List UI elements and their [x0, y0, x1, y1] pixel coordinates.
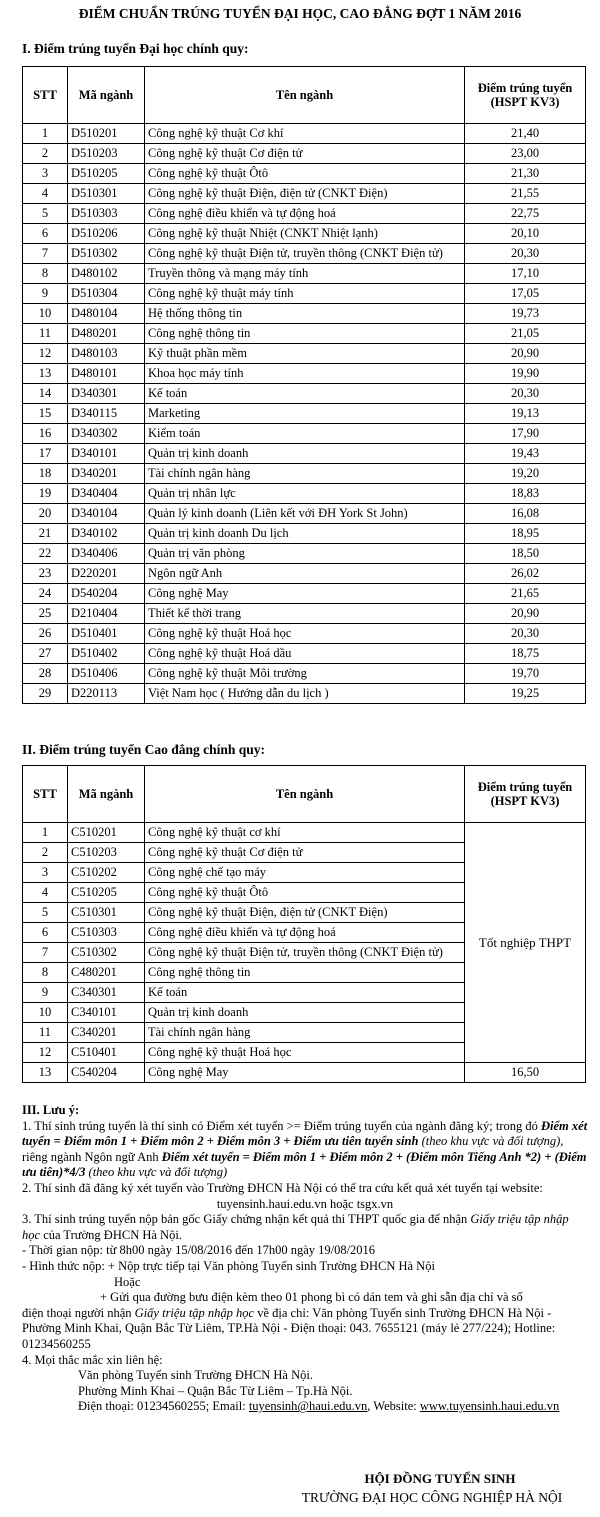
- row-ma-nganh: C340301: [68, 983, 145, 1003]
- row-ma-nganh: C510401: [68, 1043, 145, 1063]
- table-row: [23, 164, 586, 184]
- row-ten-nganh: Công nghệ kỹ thuật Điện tử, truyền thông (CNKT Điện tử): [145, 943, 465, 963]
- row-diem: 20,30: [465, 244, 586, 264]
- row-stt: 15: [23, 404, 68, 424]
- row-ten-nganh: Tài chính ngân hàng: [145, 1023, 465, 1043]
- row-ma-nganh: C340101: [68, 1003, 145, 1023]
- table-row: [23, 404, 586, 424]
- row-ma-nganh: D340302: [68, 424, 145, 444]
- row-stt: 9: [23, 983, 68, 1003]
- row-ma-nganh: D480102: [68, 264, 145, 284]
- table-row: [23, 604, 586, 624]
- table-row: [23, 484, 586, 504]
- row-stt: 2: [23, 144, 68, 164]
- row-stt: 26: [23, 624, 68, 644]
- row-diem: 16,08: [465, 504, 586, 524]
- row-stt: 4: [23, 184, 68, 204]
- row-ten-nganh: Công nghệ kỹ thuật Cơ khí: [145, 124, 465, 144]
- header-ten-nganh: Tên ngành: [145, 766, 465, 823]
- table-row: [23, 224, 586, 244]
- table-row: [23, 444, 586, 464]
- row-diem: 21,55: [465, 184, 586, 204]
- header-diem: [465, 67, 586, 124]
- row-stt: 1: [23, 823, 68, 843]
- row-stt: 9: [23, 284, 68, 304]
- row-ma-nganh: D510205: [68, 164, 145, 184]
- row-ten-nganh: Công nghệ kỹ thuật Nhiệt (CNKT Nhiệt lạnh): [145, 224, 465, 244]
- row-ten-nganh: Kỹ thuật phần mềm: [145, 344, 465, 364]
- row-ma-nganh: C510202: [68, 863, 145, 883]
- row-diem: 19,13: [465, 404, 586, 424]
- row-ma-nganh: D540204: [68, 584, 145, 604]
- header-ma-nganh: Mã ngành: [68, 67, 145, 124]
- contact-address: Phường Minh Khai – Quận Bắc Từ Liêm – Tp.Hà Nội.: [78, 1383, 353, 1398]
- contact-office: Văn phòng Tuyển sinh Trường ĐHCN Hà Nội.: [78, 1368, 313, 1383]
- table-row: [23, 264, 586, 284]
- row-ma-nganh: D480101: [68, 364, 145, 384]
- row-ten-nganh: Công nghệ thông tin: [145, 324, 465, 344]
- row-ten-nganh: Công nghệ kỹ thuật Điện, điện tử (CNKT Điện): [145, 184, 465, 204]
- row-ten-nganh: Công nghệ chế tạo máy: [145, 863, 465, 883]
- row-ma-nganh: C510302: [68, 943, 145, 963]
- contact-phone: [22, 1399, 588, 1415]
- row-ten-nganh: Quản trị kinh doanh Du lịch: [145, 524, 465, 544]
- header-diem: [465, 766, 586, 823]
- header-diem-note: (HSPT KV3): [490, 794, 560, 808]
- row-ma-nganh: C510201: [68, 823, 145, 843]
- row-ma-nganh: D340102: [68, 524, 145, 544]
- row-ma-nganh: D340301: [68, 384, 145, 404]
- row-ma-nganh: D210404: [68, 604, 145, 624]
- notes-heading: III. Lưu ý:: [22, 1103, 80, 1117]
- header-diem-label: Điểm trúng tuyển: [477, 780, 573, 794]
- row-ma-nganh: C510203: [68, 843, 145, 863]
- signature-council: HỘI ĐỒNG TUYỂN SINH: [364, 1471, 516, 1486]
- table-row: [23, 1063, 586, 1083]
- header-ma-nganh: Mã ngành: [68, 766, 145, 823]
- row-diem: 21,40: [465, 124, 586, 144]
- row-ma-nganh: D340104: [68, 504, 145, 524]
- row-ten-nganh: Công nghệ kỹ thuật Hoá dầu: [145, 644, 465, 664]
- table-row: [23, 464, 586, 484]
- row-ma-nganh: C510205: [68, 883, 145, 903]
- row-diem: 19,73: [465, 304, 586, 324]
- row-ten-nganh: Công nghệ kỹ thuật Môi trường: [145, 664, 465, 684]
- row-diem: 26,02: [465, 564, 586, 584]
- row-ten-nganh: Công nghệ kỹ thuật Điện, điện tử (CNKT Điện): [145, 903, 465, 923]
- row-ten-nganh: Tài chính ngân hàng: [145, 464, 465, 484]
- row-ten-nganh: Quản lý kinh doanh (Liên kết với ĐH York St John): [145, 504, 465, 524]
- row-stt: 11: [23, 324, 68, 344]
- header-stt: STT: [23, 766, 68, 823]
- row-diem: 22,75: [465, 204, 586, 224]
- note-1-formula: Điểm xét tuyển = Điểm môn 1 + Điểm môn 2 + Điểm môn 3 + Điểm ưu tiên tuyển sinh: [22, 1118, 588, 1149]
- row-diem: 18,75: [465, 644, 586, 664]
- row-diem: 19,20: [465, 464, 586, 484]
- college-scores-table: [22, 765, 586, 1083]
- row-ten-nganh: Công nghệ kỹ thuật máy tính: [145, 284, 465, 304]
- note-or: Hoặc: [114, 1274, 141, 1289]
- row-stt: 28: [23, 664, 68, 684]
- row-ma-nganh: D340115: [68, 404, 145, 424]
- row-ten-nganh: Công nghệ kỹ thuật Cơ điện tử: [145, 144, 465, 164]
- row-stt: 11: [23, 1023, 68, 1043]
- row-stt: 29: [23, 684, 68, 704]
- note-mail-document: Giấy triệu tập nhập học: [134, 1305, 255, 1320]
- row-ma-nganh: D340404: [68, 484, 145, 504]
- row-stt: 24: [23, 584, 68, 604]
- table-header-row: [23, 766, 586, 823]
- contact-website-link[interactable]: www.tuyensinh.haui.edu.vn: [419, 1399, 560, 1414]
- note-mail-address: về địa chỉ: Văn phòng Tuyển sinh Trường ĐHCN Hà Nội - Phường Minh Khai, Quận Bắc Từ Liêm, TP.Hà Nội - Điện thoại: 043. 7655121 (máy lẻ 277/224); Hotline: 01234560255: [22, 1305, 556, 1351]
- table-row: [23, 124, 586, 144]
- row-ma-nganh: D510201: [68, 124, 145, 144]
- row-diem: 23,00: [465, 144, 586, 164]
- row-stt: 17: [23, 444, 68, 464]
- table-row: [23, 244, 586, 264]
- row-stt: 10: [23, 304, 68, 324]
- row-ten-nganh: Công nghệ điều khiển và tự động hoá: [145, 204, 465, 224]
- row-ma-nganh: C510301: [68, 903, 145, 923]
- row-ma-nganh: D510203: [68, 144, 145, 164]
- note-3-text: 3. Thí sinh trúng tuyển nộp bản gốc Giấy chứng nhận kết quả thi THPT quốc gia để nhận: [22, 1212, 468, 1227]
- section1-heading: I. Điểm trúng tuyển Đại học chính quy:: [22, 41, 249, 56]
- table-row: [23, 324, 586, 344]
- row-ten-nganh: Công nghệ kỹ thuật Cơ điện tử: [145, 843, 465, 863]
- row-diem: 18,83: [465, 484, 586, 504]
- note-mail: + Gửi qua đường bưu điện kèm theo 01 phong bì có dán tem và ghi sẵn địa chỉ và số: [100, 1290, 523, 1305]
- row-diem: 20,90: [465, 344, 586, 364]
- row-diem: 19,90: [465, 364, 586, 384]
- row-diem: 19,25: [465, 684, 586, 704]
- row-ten-nganh: Công nghệ kỹ thuật Ôtô: [145, 164, 465, 184]
- note-1-english-formula: Điểm xét tuyển = Điểm môn 1 + Điểm môn 2 + (Điểm môn Tiếng Anh *2) + (Điểm ưu tiên)*4/3: [22, 1149, 587, 1180]
- college-table-body: [23, 823, 586, 1083]
- note-1-english-note: (theo khu vực và đối tượng): [88, 1165, 228, 1180]
- row-ten-nganh: Khoa học máy tính: [145, 364, 465, 384]
- row-ma-nganh: C480201: [68, 963, 145, 983]
- row-diem: 19,43: [465, 444, 586, 464]
- row-ten-nganh: Công nghệ kỹ thuật Hoá học: [145, 1043, 465, 1063]
- table-row: [23, 304, 586, 324]
- table-row: [23, 204, 586, 224]
- contact-email-link[interactable]: tuyensinh@haui.edu.vn: [248, 1399, 368, 1414]
- row-ma-nganh: C340201: [68, 1023, 145, 1043]
- row-ma-nganh: D340406: [68, 544, 145, 564]
- note-3-school: của Trường ĐHCN Hà Nội.: [43, 1227, 182, 1242]
- row-stt: 7: [23, 244, 68, 264]
- row-stt: 8: [23, 264, 68, 284]
- row-ten-nganh: Việt Nam học ( Hướng dẫn du lịch ): [145, 684, 465, 704]
- document-title: ĐIỂM CHUẨN TRÚNG TUYỂN ĐẠI HỌC, CAO ĐẲNG ĐỢT 1 NĂM 2016: [78, 6, 522, 21]
- row-ma-nganh: D510402: [68, 644, 145, 664]
- row-stt: 6: [23, 923, 68, 943]
- table-row: [23, 684, 586, 704]
- row-ten-nganh: Công nghệ May: [145, 1063, 465, 1083]
- row-ten-nganh: Kiểm toán: [145, 424, 465, 444]
- table-row: [23, 424, 586, 444]
- table-row: [23, 823, 586, 843]
- table-row: [23, 564, 586, 584]
- contact-phone-text: Điện thoại: 01234560255; Email:: [78, 1399, 246, 1414]
- row-stt: 23: [23, 564, 68, 584]
- row-ma-nganh: D510304: [68, 284, 145, 304]
- row-ma-nganh: D510301: [68, 184, 145, 204]
- note-2: 2. Thí sinh đã đăng ký xét tuyển vào Trường ĐHCN Hà Nội có thể tra cứu kết quả xét tuyển tại website:: [22, 1180, 543, 1195]
- row-ten-nganh: Quản trị văn phòng: [145, 544, 465, 564]
- row-stt: 1: [23, 124, 68, 144]
- row-ten-nganh: Thiết kế thời trang: [145, 604, 465, 624]
- table-row: [23, 524, 586, 544]
- row-stt: 22: [23, 544, 68, 564]
- table-row: [23, 184, 586, 204]
- table-row: [23, 644, 586, 664]
- university-table-body: [23, 124, 586, 704]
- contact-website-label: , Website:: [367, 1399, 417, 1414]
- row-ten-nganh: Ngôn ngữ Anh: [145, 564, 465, 584]
- row-ten-nganh: Marketing: [145, 404, 465, 424]
- note-1-english-text: , riêng ngành Ngôn ngữ Anh: [22, 1134, 564, 1164]
- row-ma-nganh: D220201: [68, 564, 145, 584]
- row-stt: 14: [23, 384, 68, 404]
- row-stt: 12: [23, 344, 68, 364]
- row-stt: 19: [23, 484, 68, 504]
- row-stt: 8: [23, 963, 68, 983]
- row-diem: 20,30: [465, 624, 586, 644]
- row-diem: 20,10: [465, 224, 586, 244]
- row-diem: 17,10: [465, 264, 586, 284]
- row-ma-nganh: D510302: [68, 244, 145, 264]
- note-submit-form: - Hình thức nộp: + Nộp trực tiếp tại Văn phòng Tuyển sinh Trường ĐHCN Hà Nội: [22, 1258, 435, 1273]
- signature-university: TRƯỜNG ĐẠI HỌC CÔNG NGHIỆP HÀ NỘI: [301, 1490, 563, 1505]
- row-ma-nganh: D510206: [68, 224, 145, 244]
- header-ten-nganh: Tên ngành: [145, 67, 465, 124]
- row-ma-nganh: D480103: [68, 344, 145, 364]
- row-diem: 17,05: [465, 284, 586, 304]
- row-diem: 21,30: [465, 164, 586, 184]
- table-row: [23, 144, 586, 164]
- note-4: 4. Mọi thắc mắc xin liên hệ:: [22, 1352, 163, 1367]
- row-stt: 12: [23, 1043, 68, 1063]
- row-ten-nganh: Công nghệ kỹ thuật Ôtô: [145, 883, 465, 903]
- row-ma-nganh: D510303: [68, 204, 145, 224]
- row-ten-nganh: Quản trị nhân lực: [145, 484, 465, 504]
- note-1-text: 1. Thí sinh trúng tuyển là thí sinh có Điểm xét tuyển >= Điểm trúng tuyển của ngành đăng ký; trong đó: [22, 1118, 538, 1133]
- row-ma-nganh: D480201: [68, 324, 145, 344]
- row-ten-nganh: Công nghệ kỹ thuật Điện tử, truyền thông (CNKT Điện tử): [145, 244, 465, 264]
- row-ten-nganh: Công nghệ điều khiển và tự động hoá: [145, 923, 465, 943]
- row-diem: 20,30: [465, 384, 586, 404]
- row-ten-nganh: Công nghệ thông tin: [145, 963, 465, 983]
- table-row: [23, 584, 586, 604]
- row-ten-nganh: Công nghệ kỹ thuật Hoá học: [145, 624, 465, 644]
- row-ma-nganh: D510401: [68, 624, 145, 644]
- row-ten-nganh: Công nghệ May: [145, 584, 465, 604]
- note-mail-cont: [22, 1306, 588, 1353]
- table-row: [23, 344, 586, 364]
- header-diem-note: (HSPT KV3): [490, 95, 560, 109]
- section2-heading: II. Điểm trúng tuyển Cao đẳng chính quy:: [22, 742, 266, 757]
- row-diem: 18,50: [465, 544, 586, 564]
- row-stt: 21: [23, 524, 68, 544]
- row-ten-nganh: Hệ thống thông tin: [145, 304, 465, 324]
- note-1: [22, 1119, 588, 1181]
- table-row: [23, 544, 586, 564]
- table-row: [23, 664, 586, 684]
- row-diem: 16,50: [465, 1063, 586, 1083]
- row-stt: 27: [23, 644, 68, 664]
- row-stt: 13: [23, 364, 68, 384]
- row-ten-nganh: Quản trị kinh doanh: [145, 1003, 465, 1023]
- row-stt: 10: [23, 1003, 68, 1023]
- row-ma-nganh: D480104: [68, 304, 145, 324]
- table-row: [23, 624, 586, 644]
- university-scores-table: [22, 66, 586, 704]
- table-row: [23, 364, 586, 384]
- row-ma-nganh: D510406: [68, 664, 145, 684]
- header-diem-label: Điểm trúng tuyển: [477, 81, 573, 95]
- row-stt: 6: [23, 224, 68, 244]
- header-stt: STT: [23, 67, 68, 124]
- row-ma-nganh: D340101: [68, 444, 145, 464]
- row-stt: 5: [23, 903, 68, 923]
- row-diem: 20,90: [465, 604, 586, 624]
- row-stt: 25: [23, 604, 68, 624]
- row-ma-nganh: D220113: [68, 684, 145, 704]
- row-stt: 3: [23, 164, 68, 184]
- row-stt: 18: [23, 464, 68, 484]
- note-mail-recipient: điện thoại người nhận: [22, 1305, 132, 1320]
- row-diem: 21,05: [465, 324, 586, 344]
- note-2-websites: tuyensinh.haui.edu.vn hoặc tsgx.vn: [216, 1196, 394, 1211]
- row-stt: 7: [23, 943, 68, 963]
- table-row: [23, 284, 586, 304]
- row-diem: 18,95: [465, 524, 586, 544]
- row-stt: 16: [23, 424, 68, 444]
- note-1-formula-note: (theo khu vực và đối tượng): [421, 1134, 561, 1149]
- table-header-row: [23, 67, 586, 124]
- row-ten-nganh: Kế toán: [145, 983, 465, 1003]
- row-ma-nganh: C510303: [68, 923, 145, 943]
- note-3-document: Giấy triệu tập nhập học: [22, 1212, 569, 1242]
- note-3: [22, 1212, 588, 1243]
- row-ten-nganh: Truyền thông và mạng máy tính: [145, 264, 465, 284]
- merged-diem: Tốt nghiệp THPT: [465, 823, 586, 1063]
- row-stt: 5: [23, 204, 68, 224]
- row-stt: 4: [23, 883, 68, 903]
- row-stt: 13: [23, 1063, 68, 1083]
- row-ten-nganh: Công nghệ kỹ thuật cơ khí: [145, 823, 465, 843]
- notes-section: [22, 1103, 588, 1415]
- row-diem: 21,65: [465, 584, 586, 604]
- row-stt: 3: [23, 863, 68, 883]
- table-row: [23, 384, 586, 404]
- row-diem: 17,90: [465, 424, 586, 444]
- row-diem: 19,70: [465, 664, 586, 684]
- note-submit-time: - Thời gian nộp: từ 8h00 ngày 15/08/2016 đến 17h00 ngày 19/08/2016: [22, 1243, 376, 1258]
- row-stt: 20: [23, 504, 68, 524]
- row-stt: 2: [23, 843, 68, 863]
- row-ten-nganh: Kế toán: [145, 384, 465, 404]
- table-row: [23, 504, 586, 524]
- row-ma-nganh: D340201: [68, 464, 145, 484]
- row-ma-nganh: C540204: [68, 1063, 145, 1083]
- row-ten-nganh: Quản trị kinh doanh: [145, 444, 465, 464]
